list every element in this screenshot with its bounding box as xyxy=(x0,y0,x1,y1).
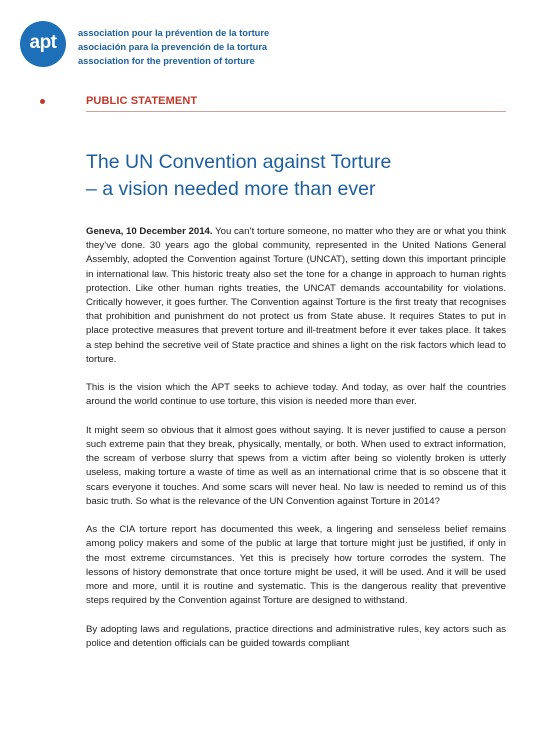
org-name-french: association pour la prévention de la torture xyxy=(78,28,270,38)
document-body xyxy=(86,225,506,665)
org-name-spanish: asociación para la prevención de la tortura xyxy=(78,42,268,52)
paragraph-1-text: You can’t torture someone, no matter who they are or what you think they’ve done. 30 years ago the global community, represented in the United Nations General Assembly, adopted the Convention against Torture (UNCAT), setting down this important principle in international law. This historic treaty also set the tone for a change in approach to human rights protection. Like other human rights treaties, the UNCAT demands accountability for violations. Critically however, it goes further. The Convention against Torture is the first treaty that recognises that prohibition and punishment do not protect us from State abuse. It requires States to put in place protective measures that prevent torture and ill-treatment before it ever takes place. It takes a step behind the secretive veil of State practice and shines a light on the risk factors which lead to torture. xyxy=(86,226,506,365)
paragraph-5: By adopting laws and regulations, practice directions and administrative rules, key actors such as police and detention officials can be guided towards compliant xyxy=(86,623,506,649)
paragraph-2: This is the vision which the APT seeks to achieve today. And today, as over half the countries around the world continue to use torture, this vision is needed more than ever. xyxy=(86,382,506,408)
paragraph-4: As the CIA torture report has documented this week, a lingering and senseless belief remains among policy makers and some of the public at large that torture might just be justified, if only in the most extreme circumstances. Yet this is precisely how torture corrodes the system. The lessons of history demonstrate that once torture might be used, it will be used. And it will be used more and more, until it is routine and systematic. This is the dangerous reality that preventive steps required by the Convention against Torture are designed to withstand. xyxy=(86,524,506,607)
logo-text: apt xyxy=(29,32,57,53)
org-name-english: association for the prevention of torture xyxy=(78,56,255,66)
title-line-2: – a vision needed more than ever xyxy=(86,178,376,200)
apt-logo xyxy=(20,21,66,67)
org-names xyxy=(78,26,269,68)
statement-divider xyxy=(86,111,506,112)
title-line-1: The UN Convention against Torture xyxy=(86,151,392,173)
dateline: Geneva, 10 December 2014. xyxy=(86,226,213,237)
bullet-icon xyxy=(40,99,45,104)
paragraph-3: It might seem so obvious that it almost goes without saying. It is never justified to cause a person such extreme pain that they break, physically, mentally, or both. When used to extract information, the scream of verbose slurry that spews from a victim after being so violently broken is utterly useless, making torture a waste of time as well as an international crime that is so obscene that it scars everyone it touches. And some scars will never heal. No law is needed to remind us of this basic truth. So what is the relevance of the UN Convention against Torture in 2014? xyxy=(86,424,506,507)
paragraph-1 xyxy=(86,225,506,367)
document-title xyxy=(86,149,506,203)
statement-label: PUBLIC STATEMENT xyxy=(86,95,198,107)
